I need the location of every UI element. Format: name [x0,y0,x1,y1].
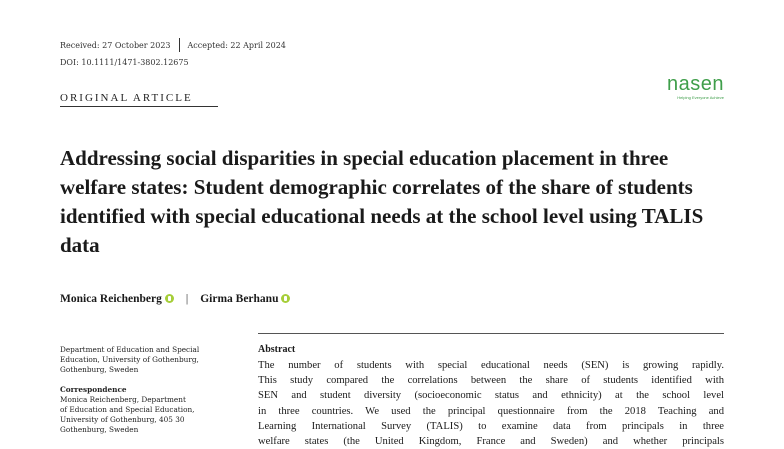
article-type-underline [60,106,218,107]
submission-dates [60,38,286,52]
correspondence-line: University of Gothenburg, 405 30 [60,415,185,424]
author-separator: | [185,293,189,305]
affiliation-column [60,345,235,435]
date-separator [179,38,180,52]
abstract-line: SEN and student diversity (socioeconomic status and ethnicity) at the school level [258,390,724,402]
abstract-line: Learning International Survey (TALIS) to examine data from principals in three [258,420,724,432]
doi[interactable]: DOI: 10.1111/1471-3802.12675 [60,58,189,67]
abstract-divider [258,333,724,334]
correspondence-line: of Education and Special Education, [60,405,195,414]
author-name[interactable]: Girma Berhanu [200,293,279,305]
author-list [60,293,290,305]
logo-tagline: Helping Everyone Achieve [677,95,724,100]
nasen-logo [667,74,724,100]
correspondence-line: Monica Reichenberg, Department [60,395,186,404]
affiliation: Department of Education and Special Education, University of Gothenburg, Gothenburg, Sweden [60,345,200,374]
abstract-line: welfare states (the United Kingdom, France and Sweden) and whether principals [258,436,724,448]
received-date: Received: 27 October 2023 [60,40,171,50]
abstract-body [258,358,724,449]
orcid-icon[interactable] [165,294,174,303]
logo-wordmark: nasen [667,73,724,95]
abstract-heading: Abstract [258,344,296,355]
author-name[interactable]: Monica Reichenberg [60,293,162,305]
orcid-icon[interactable] [281,294,290,303]
article-type: ORIGINAL ARTICLE [60,92,193,104]
correspondence-heading: Correspondence [60,385,127,394]
abstract-line: in three countries. We used the principal questionnaire from the 2018 Teaching and [258,405,724,417]
abstract-line: The number of students with special educational needs (SEN) is growing rapidly. [258,360,724,371]
correspondence-line: Gothenburg, Sweden [60,425,139,434]
abstract-line: This study compared the correlations between the share of students identified with [258,375,724,387]
article-title: Addressing social disparities in special education placement in three welfare states: Student demographic correlates of the share of students identified with special educational needs at the school level using TALIS data [60,146,704,257]
accepted-date: Accepted: 22 April 2024 [187,40,286,50]
